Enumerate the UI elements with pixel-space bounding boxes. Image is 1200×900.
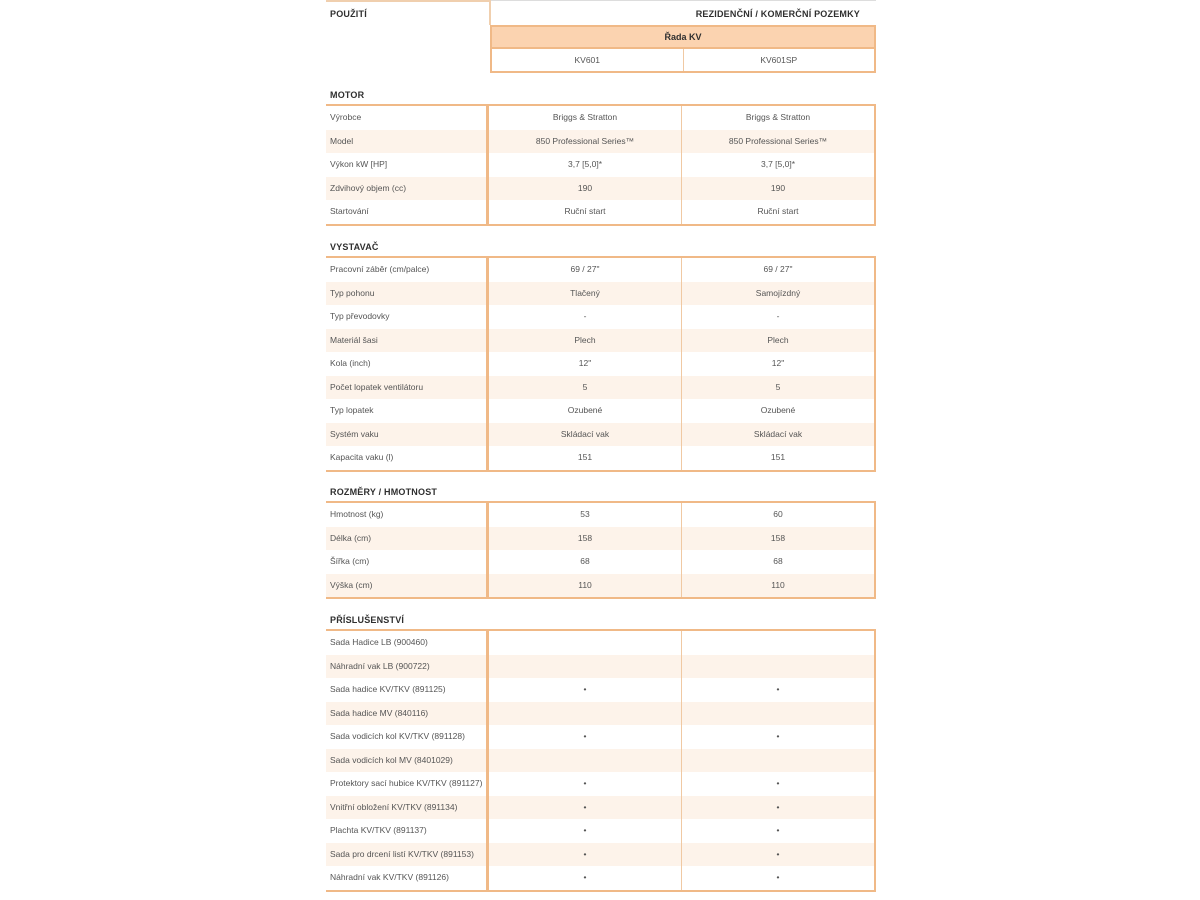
table-row [326, 305, 876, 329]
table-row [326, 503, 876, 527]
table-row [326, 130, 876, 154]
row-label: Typ lopatek [326, 399, 489, 423]
row-value: 5 [682, 376, 876, 400]
section-title: ROZMĚRY / HMOTNOST [330, 487, 438, 497]
row-value: 69 / 27" [682, 258, 876, 282]
row-value: • [489, 678, 682, 702]
row-value: Briggs & Stratton [682, 106, 876, 130]
row-value: 12" [682, 352, 876, 376]
row-label: Typ převodovky [326, 305, 489, 329]
row-label: Šířka (cm) [326, 550, 489, 574]
model-name: KV601SP [683, 49, 875, 71]
row-value [682, 702, 876, 726]
row-label: Kapacita vaku (l) [326, 446, 489, 470]
table-row [326, 702, 876, 726]
usage-value: REZIDENČNÍ / KOMERČNÍ POZEMKY [695, 9, 860, 19]
table-row [326, 329, 876, 353]
row-value: 850 Professional Series™ [489, 130, 682, 154]
row-value: Plech [489, 329, 682, 353]
table-row [326, 423, 876, 447]
table-row [326, 527, 876, 551]
row-label: Náhradní vak LB (900722) [326, 655, 489, 679]
table-row [326, 177, 876, 201]
row-value: - [682, 305, 876, 329]
table-row [326, 376, 876, 400]
section-title: PŘÍSLUŠENSTVÍ [330, 615, 405, 625]
row-value [489, 702, 682, 726]
spec-table [326, 104, 876, 226]
row-label: Typ pohonu [326, 282, 489, 306]
table-row [326, 446, 876, 470]
row-value: 110 [489, 574, 682, 598]
row-label: Počet lopatek ventilátoru [326, 376, 489, 400]
table-row [326, 796, 876, 820]
row-value: 190 [682, 177, 876, 201]
table-row [326, 843, 876, 867]
row-label: Sada hadice MV (840116) [326, 702, 489, 726]
row-label: Kola (inch) [326, 352, 489, 376]
row-value: 53 [489, 503, 682, 527]
row-value: Plech [682, 329, 876, 353]
table-row [326, 550, 876, 574]
row-label: Zdvihový objem (cc) [326, 177, 489, 201]
table-row [326, 258, 876, 282]
usage-divider [489, 0, 491, 25]
row-value: 12" [489, 352, 682, 376]
row-value: 850 Professional Series™ [682, 130, 876, 154]
row-value: 151 [682, 446, 876, 470]
row-value: Samojízdný [682, 282, 876, 306]
row-label: Sada Hadice LB (900460) [326, 631, 489, 655]
row-value: • [682, 796, 876, 820]
row-label: Startování [326, 200, 489, 224]
row-value [682, 631, 876, 655]
row-value: 68 [489, 550, 682, 574]
spec-table [326, 629, 876, 892]
row-label: Výška (cm) [326, 574, 489, 598]
table-row [326, 200, 876, 224]
usage-top-border [326, 0, 489, 2]
table-row [326, 352, 876, 376]
row-value [489, 749, 682, 773]
row-value: • [682, 725, 876, 749]
section-title: VYSTAVAČ [330, 242, 379, 252]
row-value: • [489, 796, 682, 820]
row-label: Náhradní vak KV/TKV (891126) [326, 866, 489, 890]
row-label: Sada vodicích kol MV (8401029) [326, 749, 489, 773]
row-value: • [489, 819, 682, 843]
row-label: Výrobce [326, 106, 489, 130]
row-label: Sada hadice KV/TKV (891125) [326, 678, 489, 702]
usage-label: POUŽITÍ [330, 9, 367, 19]
table-row [326, 655, 876, 679]
table-row [326, 678, 876, 702]
section-title: MOTOR [330, 90, 365, 100]
usage-row [326, 0, 876, 25]
row-label: Plachta KV/TKV (891137) [326, 819, 489, 843]
row-value: 190 [489, 177, 682, 201]
row-value: • [682, 678, 876, 702]
row-value: 68 [682, 550, 876, 574]
table-row [326, 153, 876, 177]
model-row [490, 49, 876, 73]
row-value: Ruční start [489, 200, 682, 224]
row-value: 5 [489, 376, 682, 400]
row-value: • [682, 843, 876, 867]
row-value [489, 631, 682, 655]
row-value [682, 655, 876, 679]
table-row [326, 725, 876, 749]
row-label: Vnitřní obložení KV/TKV (891134) [326, 796, 489, 820]
row-label: Pracovní záběr (cm/palce) [326, 258, 489, 282]
row-label: Hmotnost (kg) [326, 503, 489, 527]
row-value: • [489, 725, 682, 749]
table-row [326, 866, 876, 890]
row-value: Ruční start [682, 200, 876, 224]
row-value: 151 [489, 446, 682, 470]
table-row [326, 631, 876, 655]
row-value [682, 749, 876, 773]
table-row [326, 574, 876, 598]
row-label: Délka (cm) [326, 527, 489, 551]
row-value: • [489, 772, 682, 796]
row-label: Sada pro drcení listí KV/TKV (891153) [326, 843, 489, 867]
row-value: Briggs & Stratton [489, 106, 682, 130]
row-label: Sada vodicích kol KV/TKV (891128) [326, 725, 489, 749]
row-value: • [489, 843, 682, 867]
row-value: 3,7 [5,0]* [489, 153, 682, 177]
table-row [326, 282, 876, 306]
table-row [326, 106, 876, 130]
row-value: Tlačený [489, 282, 682, 306]
model-name: KV601 [574, 55, 601, 65]
row-label: Protektory sací hubice KV/TKV (891127) [326, 772, 489, 796]
row-value: - [489, 305, 682, 329]
row-value: Skládací vak [682, 423, 876, 447]
row-value: 158 [682, 527, 876, 551]
spec-table [326, 256, 876, 472]
row-value: Skládací vak [489, 423, 682, 447]
row-label: Výkon kW [HP] [326, 153, 489, 177]
row-value: • [682, 772, 876, 796]
row-value: • [682, 866, 876, 890]
row-label: Model [326, 130, 489, 154]
row-value: • [682, 819, 876, 843]
row-value: Ozubené [682, 399, 876, 423]
row-label: Materiál šasi [326, 329, 489, 353]
row-value: • [489, 866, 682, 890]
row-value: 110 [682, 574, 876, 598]
row-value: 3,7 [5,0]* [682, 153, 876, 177]
table-row [326, 399, 876, 423]
table-row [326, 749, 876, 773]
row-value: 69 / 27" [489, 258, 682, 282]
row-value: 158 [489, 527, 682, 551]
spec-table [326, 501, 876, 599]
row-value [489, 655, 682, 679]
table-row [326, 772, 876, 796]
table-row [326, 819, 876, 843]
row-value: Ozubené [489, 399, 682, 423]
row-label: Systém vaku [326, 423, 489, 447]
row-value: 60 [682, 503, 876, 527]
series-header: Řada KV [490, 25, 876, 49]
usage-top-rule [491, 0, 876, 1]
